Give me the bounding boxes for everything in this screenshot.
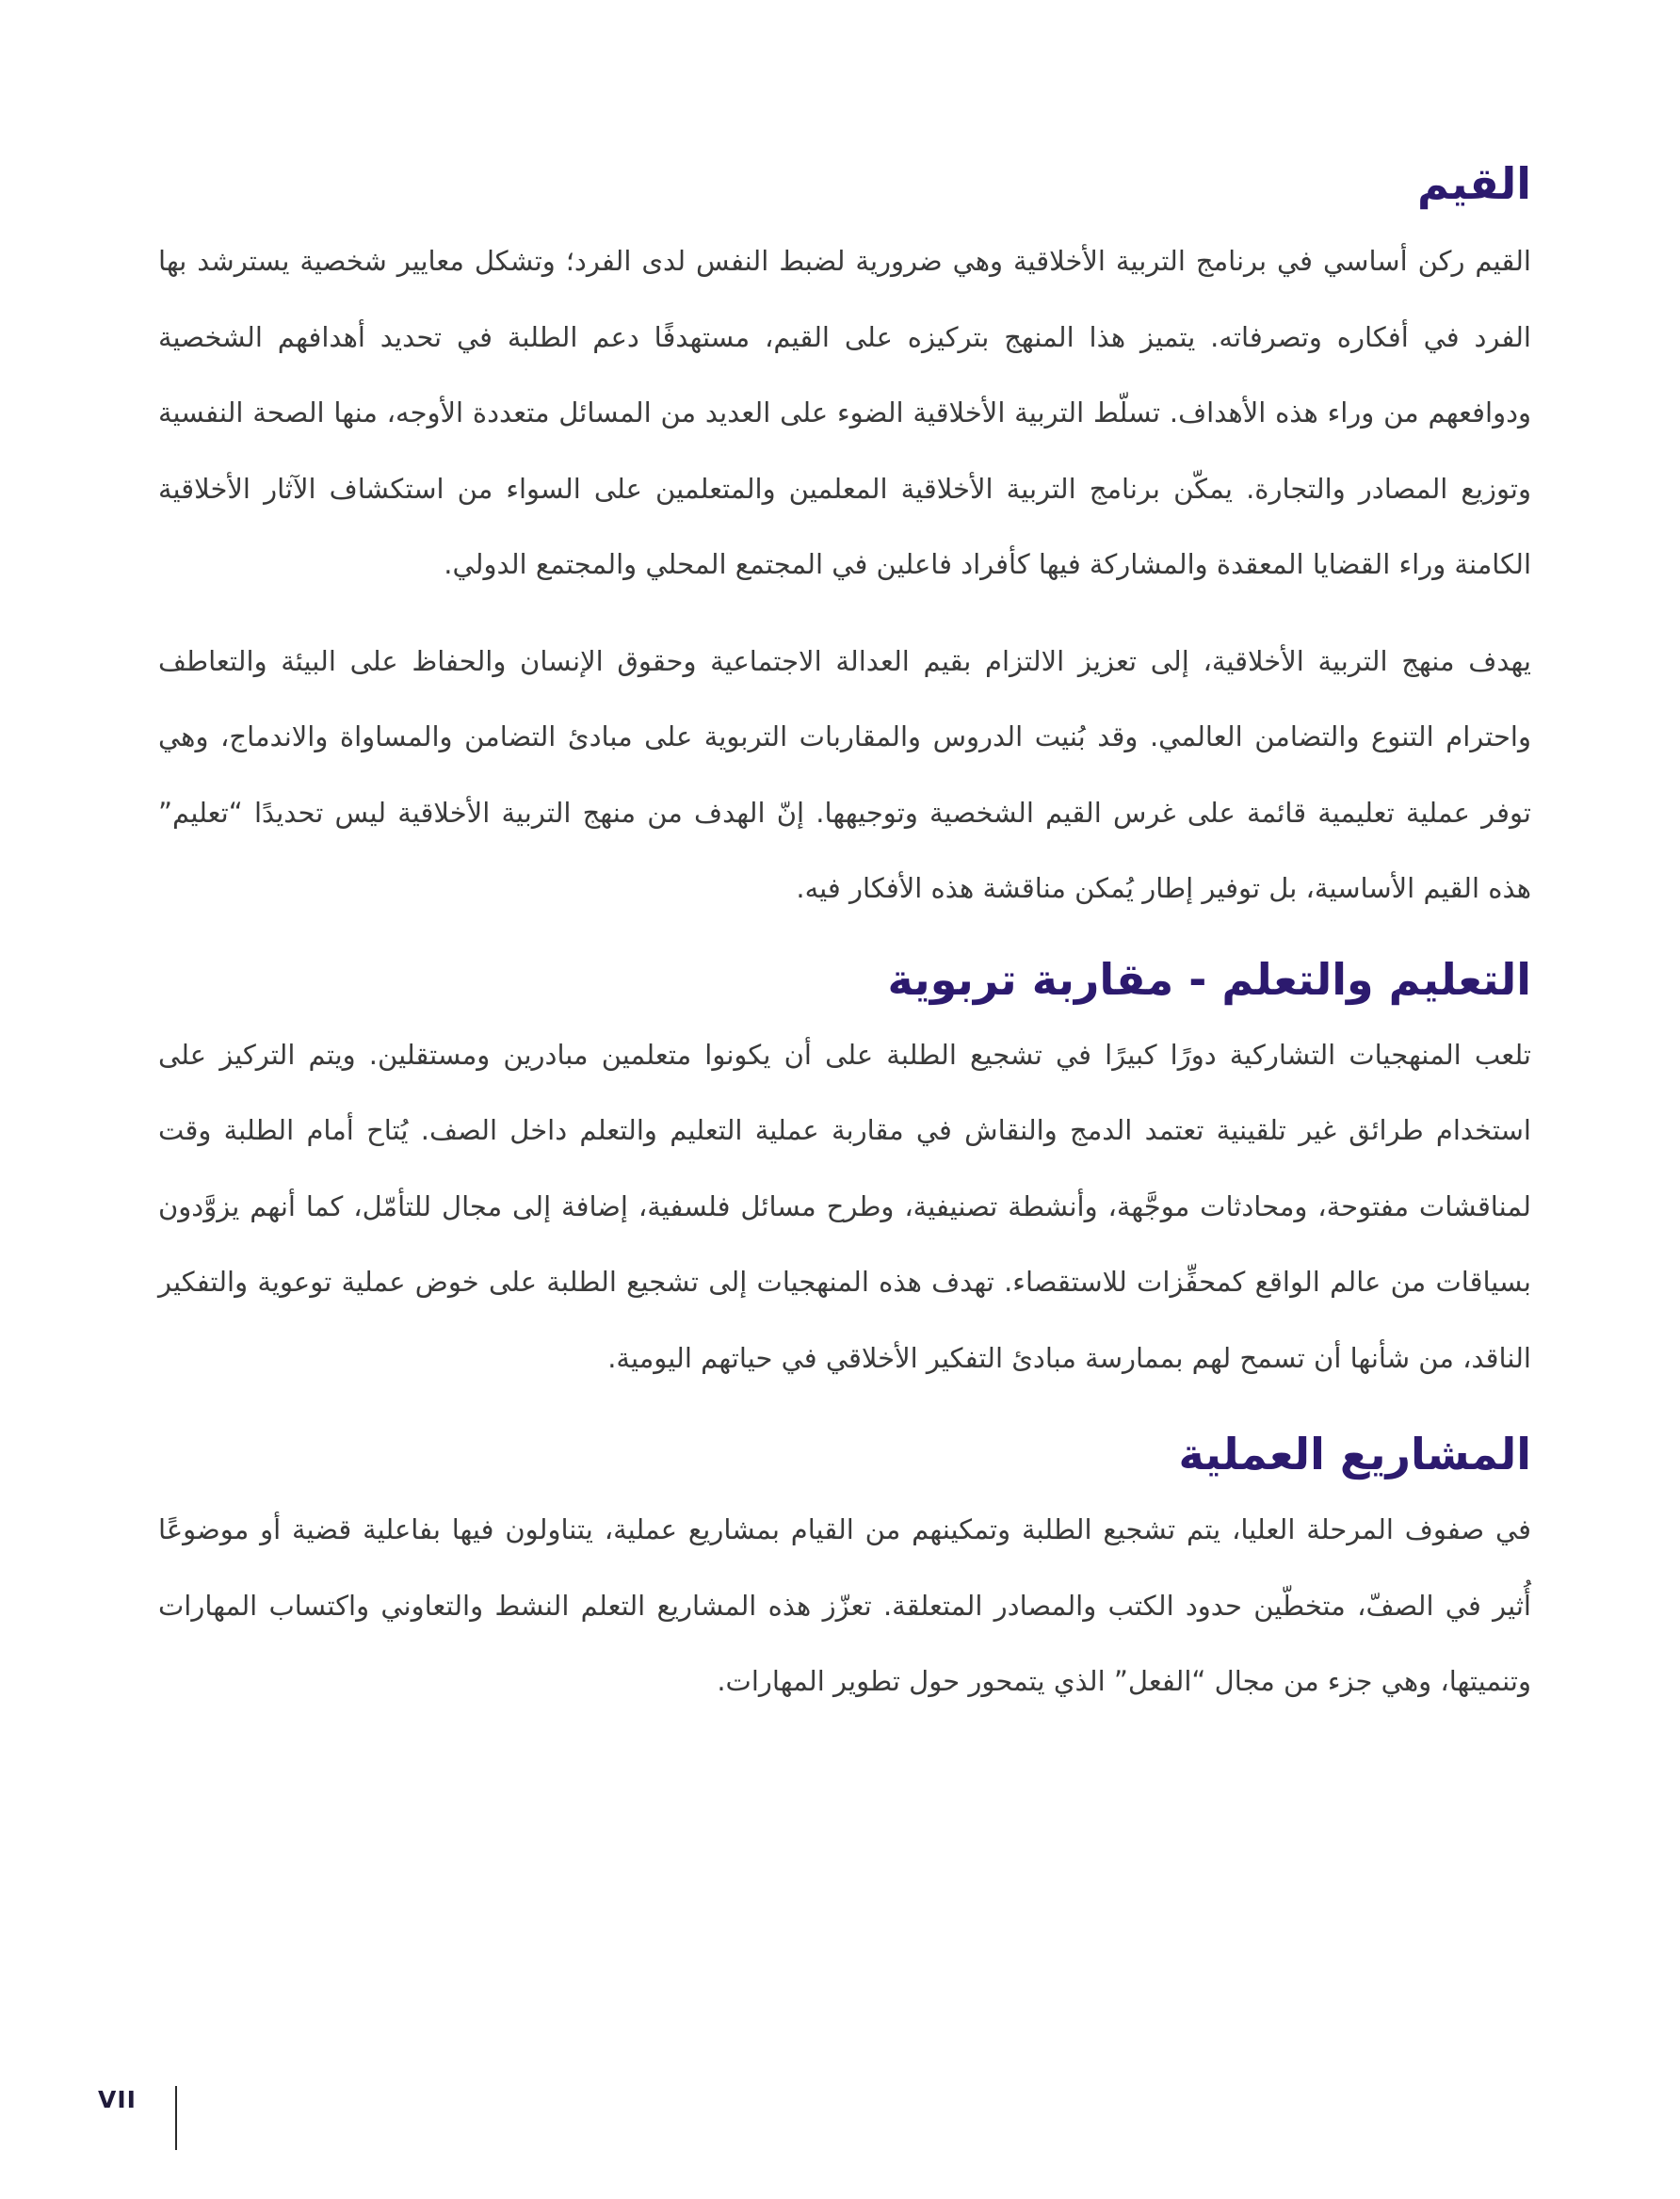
page-number: VII (98, 2086, 137, 2113)
values-paragraph-2: يهدف منهج التربية الأخلاقية، إلى تعزيز الالتزام بقيم العدالة الاجتماعية وحقوق الإنسان والحفاظ على البيئة والتعاطف واحترام التنوع والتضامن العالمي. وقد بُنيت الدروس والمقاربات التربوية على مبادئ التضامن والمساواة والاندماج، وهي توفر عملية تعليمية قائمة على غرس القيم الشخصية وتوجيهها. إنّ الهدف من منهج التربية الأخلاقية ليس تحديدًا “تعليم” هذه القيم الأساسية، بل توفير إطار يُمكن مناقشة هذه الأفكار فيه. (158, 644, 1531, 904)
page-content (158, 146, 1531, 1720)
values-paragraph-1: القيم ركن أساسي في برنامج التربية الأخلاقية وهي ضرورية لضبط النفس لدى الفرد؛ وتشكل معايير شخصية يسترشد بها الفرد في أفكاره وتصرفاته. يتميز هذا المنهج بتركيزه على القيم، مستهدفًا دعم الطلبة في تحديد أهدافهم الشخصية ودوافعهم من وراء هذه الأهداف. تسلّط التربية الأخلاقية الضوء على العديد من المسائل متعددة الأوجه، منها الصحة النفسية وتوزيع المصادر والتجارة. يمكّن برنامج التربية الأخلاقية المعلمين والمتعلمين على السواء من استكشاف الآثار الأخلاقية الكامنة وراء القضايا المعقدة والمشاركة فيها كأفراد فاعلين في المجتمع المحلي والمجتمع الدولي. (158, 245, 1531, 580)
section-heading-practical-projects: المشاريع العملية (1178, 1429, 1531, 1479)
footer-divider (175, 2086, 177, 2150)
practical-projects-paragraph: في صفوف المرحلة العليا، يتم تشجيع الطلبة وتمكينهم من القيام بمشاريع عملية، يتناولون فيها بفاعلية قضية أو موضوعًا أُثير في الصفّ، متخطّين حدود الكتب والمصادر المتعلقة. تعزّز هذه المشاريع التعلم النشط والتعاوني واكتساب المهارات وتنميتها، وهي جزء من مجال “الفعل” الذي يتمحور حول تطوير المهارات. (158, 1513, 1531, 1697)
teaching-learning-paragraph: تلعب المنهجيات التشاركية دورًا كبيرًا في تشجيع الطلبة على أن يكونوا متعلمين مبادرين ومستقلين. ويتم التركيز على استخدام طرائق غير تلقينية تعتمد الدمج والنقاش في مقاربة عملية التعليم والتعلم داخل الصف. يُتاح أمام الطلبة وقت لمناقشات مفتوحة، ومحادثات موجَّهة، وأنشطة تصنيفية، وطرح مسائل فلسفية، إضافة إلى مجال للتأمّل، كما أنهم يزوَّدون بسياقات من عالم الواقع كمحفِّزات للاستقصاء. تهدف هذه المنهجيات إلى تشجيع الطلبة على خوض عملية توعوية والتفكير الناقد، من شأنها أن تسمح لهم بممارسة مبادئ التفكير الأخلاقي في حياتهم اليومية. (158, 1038, 1531, 1374)
section-heading-values: القيم (1417, 158, 1531, 209)
section-heading-teaching-learning: التعليم والتعلم - مقاربة تربوية (887, 953, 1531, 1005)
